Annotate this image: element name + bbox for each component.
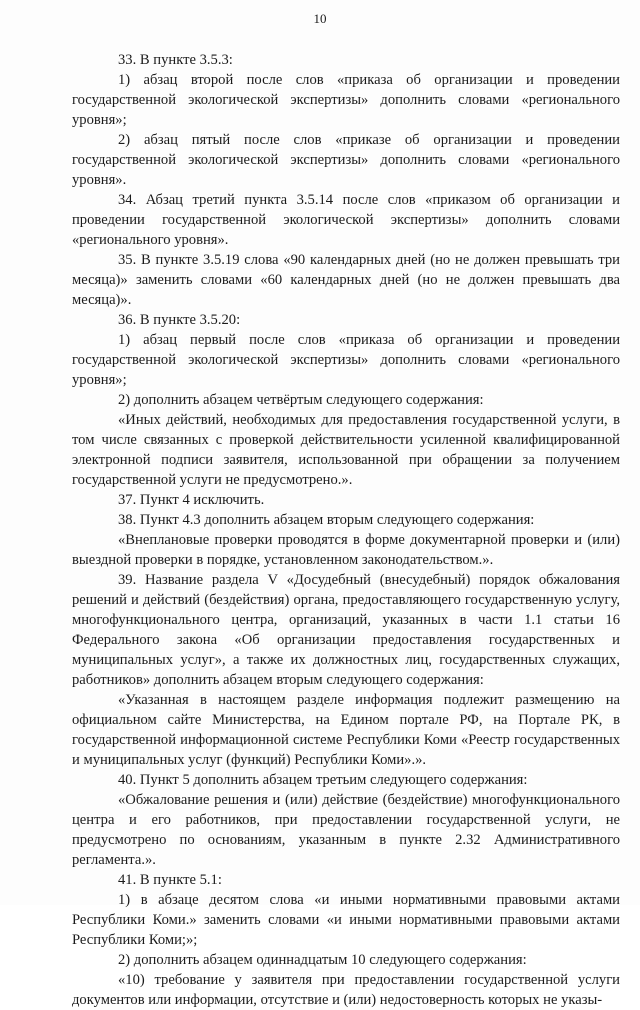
paragraph: 34. Абзац третий пункта 3.5.14 после слов «приказом об организации и проведении государственной экологической экспертизы» дополнить словами «регионального уровня». xyxy=(72,192,620,248)
paragraph: 37. Пункт 4 исключить. xyxy=(118,492,265,508)
paragraph: «10) требование у заявителя при предоставлении государственной услуги документов или информации, отсутствие и (или) недостоверность которых не указы- xyxy=(72,972,620,1008)
paragraph: 41. В пункте 5.1: xyxy=(118,872,222,888)
paragraph: «Указанная в настоящем разделе информация подлежит размещению на официальном сайте Министерства, на Едином портале РФ, на Портале РК, в государственной информационной системе Республики Коми «Реестр государственных и муниципальных услуг (функций) Республики Коми».». xyxy=(72,692,620,768)
paragraph: 39. Название раздела V «Досудебный (внесудебный) порядок обжалования решений и действий (бездействия) органа, предоставляющего государственную услугу, многофункционального центра, организаций, указанных в части 1.1 статьи 16 Федерального закона «Об организации предоставления государственных и муниципальных услуг», а также их должностных лиц, государственных служащих, работников» дополнить абзацем вторым следующего содержания: xyxy=(72,572,620,688)
paragraph: «Иных действий, необходимых для предоставления государственной услуги, в том числе связанных с проверкой действительности усиленной квалифицированной электронной подписи заявителя, использованной при обращении за получением государственной услуги не предусмотрено.». xyxy=(72,412,620,488)
paragraph: 1) абзац второй после слов «приказа об организации и проведении государственной экологической экспертизы» дополнить словами «регионального уровня»; xyxy=(72,72,620,128)
paragraph: 40. Пункт 5 дополнить абзацем третьим следующего содержания: xyxy=(118,772,528,788)
paragraph: 2) дополнить абзацем четвёртым следующего содержания: xyxy=(118,392,484,408)
paragraph: «Обжалование решения и (или) действие (бездействие) многофункционального центра и его работников, при предоставлении государственной услуги, не предусмотрено по основаниям, указанным в пункте 2.32 Административного регламента.». xyxy=(72,792,620,868)
paragraph: 33. В пункте 3.5.3: xyxy=(118,52,233,68)
page-number: 10 xyxy=(313,11,327,26)
paragraph: 35. В пункте 3.5.19 слова «90 календарных дней (но не должен превышать три месяца)» заменить словами «60 календарных дней (но не должен превышать два месяца)». xyxy=(72,252,620,308)
paragraph: 38. Пункт 4.3 дополнить абзацем вторым следующего содержания: xyxy=(118,512,535,528)
paragraph: 36. В пункте 3.5.20: xyxy=(118,312,241,328)
paragraph: 2) дополнить абзацем одиннадцатым 10 следующего содержания: xyxy=(118,952,527,968)
document-body xyxy=(72,50,620,1010)
paragraph: 1) в абзаце десятом слова «и иными нормативными правовыми актами Республики Коми.» заменить словами «и иными нормативными правовыми актами Республики Коми;»; xyxy=(72,892,620,948)
paragraph: 2) абзац пятый после слов «приказе об организации и проведении государственной экологической экспертизы» дополнить словами «регионального уровня». xyxy=(72,132,620,188)
paragraph: «Внеплановые проверки проводятся в форме документарной проверки и (или) выездной проверки в порядке, установленном законодательством.». xyxy=(72,532,620,568)
paragraph: 1) абзац первый после слов «приказа об организации и проведении государственной экологической экспертизы» дополнить словами «регионального уровня»; xyxy=(72,332,620,388)
